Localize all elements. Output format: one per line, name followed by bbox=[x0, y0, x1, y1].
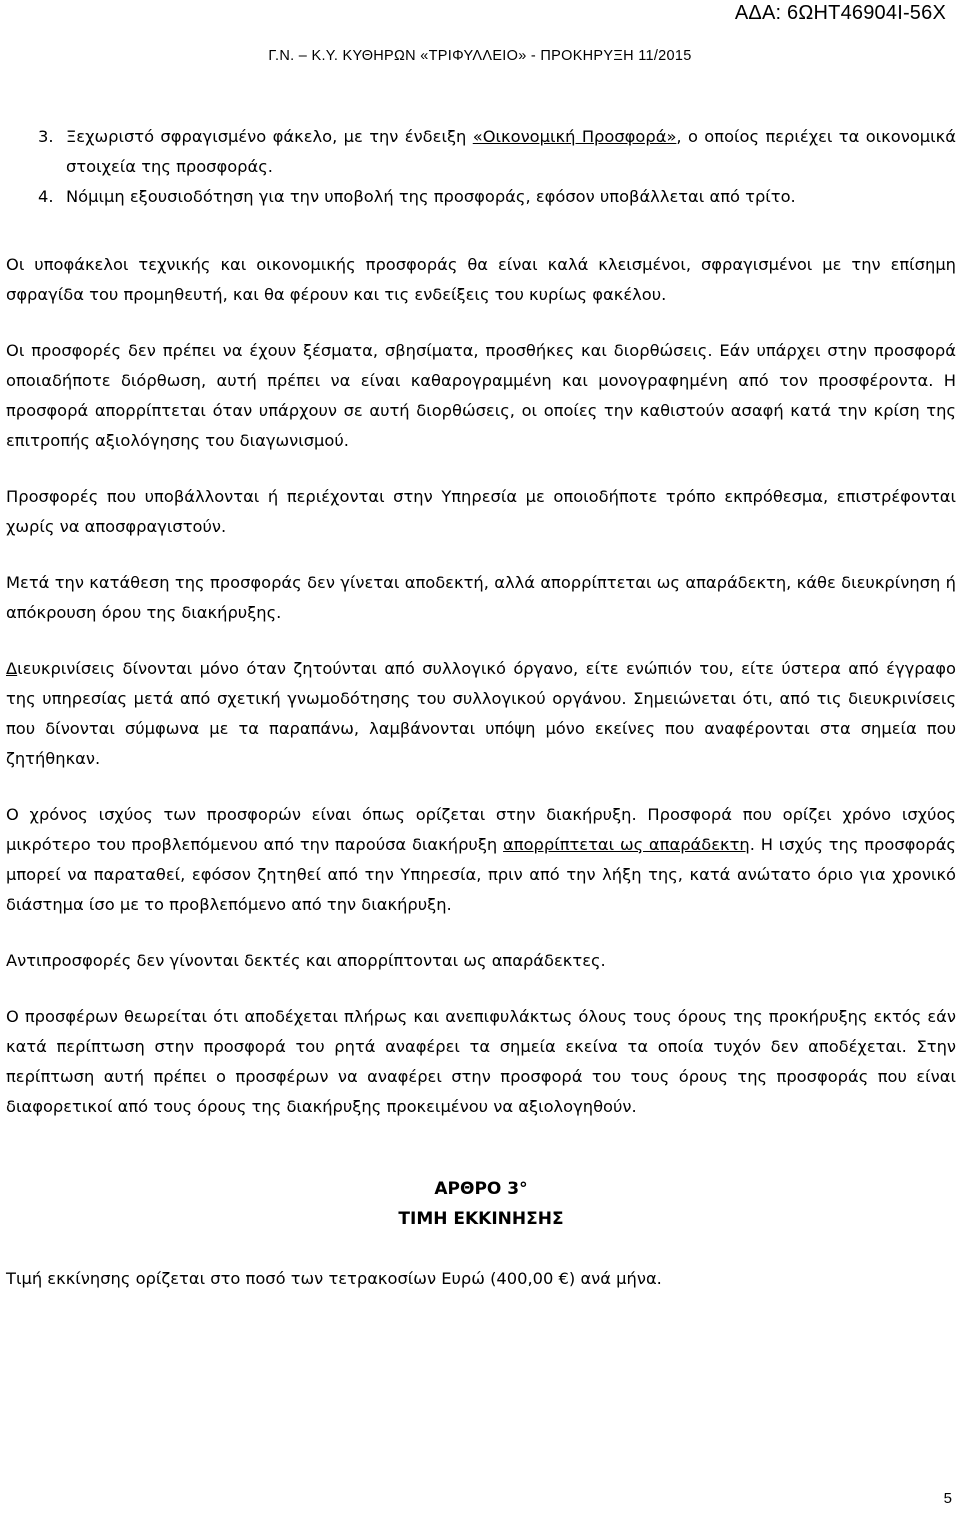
paragraph-validity bbox=[6, 800, 956, 920]
paragraph-clarifications bbox=[6, 654, 956, 774]
page-number: 5 bbox=[943, 1490, 952, 1507]
list-number: 3. bbox=[38, 127, 54, 146]
list-item bbox=[6, 122, 956, 182]
drop-letter: Δ bbox=[6, 659, 18, 678]
list-text: Νόμιμη εξουσιοδότηση για την υποβολή της προσφοράς, εφόσον υποβάλλεται από τρίτο. bbox=[66, 187, 796, 206]
paragraph-counteroffers: Αντιπροσφορές δεν γίνονται δεκτές και απορρίπτονται ως απαράδεκτες. bbox=[6, 951, 606, 970]
paragraph-after-submission: Μετά την κατάθεση της προσφοράς δεν γίνεται αποδεκτή, αλλά απορρίπτεται ως απαράδεκτη, κάθε διευκρίνηση ή απόκρουση όρου της διακήρυξης. bbox=[6, 573, 956, 622]
validity-text-post: . Η ισχύς της προσφοράς μπορεί να παραταθεί, εφόσον ζητηθεί από την Υπηρεσία, πριν από την λήξη της, κατά ανώτατο όριο για χρονικό διάστημα ίσο με το προβλεπόμενο από την διακήρυξη. bbox=[6, 835, 956, 914]
validity-text-pre: Ο χρόνος ισχύος των προσφορών είναι όπως ορίζεται στην διακήρυξη. Προσφορά που ορίζει χρόνο ισχύος μικρότερο του προβλεπόμενου από την παρούσα διακήρυξη bbox=[6, 805, 956, 854]
starting-price-text: Τιμή εκκίνησης ορίζεται στο ποσό των τετρακοσίων Ευρώ (400,00 €) ανά μήνα. bbox=[6, 1269, 662, 1288]
document-body bbox=[6, 122, 956, 1294]
paragraph-corrections: Οι προσφορές δεν πρέπει να έχουν ξέσματα, σβησίματα, προσθήκες και διορθώσεις. Εάν υπάρχει στην προσφορά οποιαδήποτε διόρθωση, αυτή πρέπει να είναι καθαρογραμμένη και μονογραφημένη από τον προσφέροντα. Η προσφορά απορρίπτεται όταν υπάρχουν σε αυτή διορθώσεις, οι οποίες την καθιστούν ασαφή κατά την κρίση της επιτροπής αξιολόγησης του διαγωνισμού. bbox=[6, 341, 956, 450]
list-item bbox=[6, 182, 956, 212]
paragraph-acceptance: Ο προσφέρων θεωρείται ότι αποδέχεται πλήρως και ανεπιφυλάκτως όλους τους όρους της προκήρυξης εκτός εάν κατά περίπτωση στην προσφορά του ρητά αναφέρει τα σημεία εκείνα τα οποία τυχόν δεν αποδέχεται. Στην περίπτωση αυτή πρέπει ο προσφέρων να αναφέρει στην προσφορά του τους όρους της προσφοράς που είναι διαφορετικοί από τους όρους της διακήρυξης προκειμένου να αξιολογηθούν. bbox=[6, 1007, 956, 1116]
article-subtitle: ΤΙΜΗ ΕΚΚΙΝΗΣΗΣ bbox=[398, 1209, 564, 1229]
document-header: Γ.Ν. – Κ.Υ. ΚΥΘΗΡΩΝ «ΤΡΙΦΥΛΛΕΙΟ» - ΠΡΟΚΗΡΥΞΗ 11/2015 bbox=[268, 48, 692, 64]
paragraph-clarifications-text: ιευκρινίσεις δίνονται μόνο όταν ζητούνται από συλλογικό όργανο, είτε ενώπιόν του, είτε ύστερα από έγγραφο της υπηρεσίας μετά από σχετική γνωμοδότησης του συλλογικού οργάνου. Σημειώνεται ότι, από τις διευκρινίσεις που δίνονται σύμφωνα με τα παραπάνω, λαμβάνονται υπόψη μόνο εκείνες που αναφέρονται στα σημεία που ζητήθηκαν. bbox=[6, 659, 956, 768]
paragraph-envelopes: Οι υποφάκελοι τεχνικής και οικονομικής προσφοράς θα είναι καλά κλεισμένοι, σφραγισμένοι με την επίσημη σφραγίδα του προμηθευτή, και θα φέρουν και τις ενδείξεις του κυρίως φακέλου. bbox=[6, 255, 956, 304]
list-text-post: , ο οποίος περιέχει τα οικονομικά στοιχεία της προσφοράς. bbox=[66, 127, 956, 176]
list-number: 4. bbox=[38, 187, 54, 206]
list-text-underlined: «Οικονομική Προσφορά» bbox=[472, 127, 677, 146]
validity-text-underlined: απορρίπτεται ως απαράδεκτη bbox=[503, 835, 750, 854]
ada-code: ΑΔΑ: 6ΩΗΤ46904Ι-56Χ bbox=[734, 2, 946, 24]
article-title: ΑΡΘΡΟ 3° bbox=[434, 1179, 528, 1199]
list-text-pre: Ξεχωριστό σφραγισμένο φάκελο, με την ένδειξη bbox=[66, 127, 473, 146]
paragraph-late-offers: Προσφορές που υποβάλλονται ή περιέχονται στην Υπηρεσία με οποιοδήποτε τρόπο εκπρόθεσμα, επιστρέφονται χωρίς να αποσφραγιστούν. bbox=[6, 487, 956, 536]
